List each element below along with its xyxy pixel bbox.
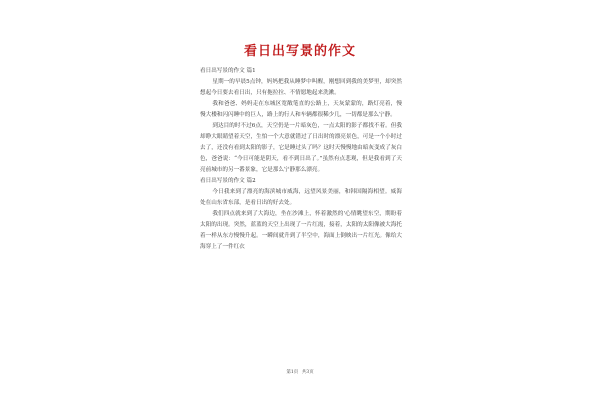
paragraph: 我和爸爸、妈妈走在东城区宽敞笔直的公路上，天灰蒙蒙的，路灯亮着，慢慢大楼和闪闪睡中的巨人，路上的行人和车辆都很稀少几，一切都是那么宁静。 bbox=[200, 101, 402, 118]
document-body bbox=[200, 66, 402, 253]
page-total: 共3页 bbox=[301, 370, 314, 375]
paragraph: 星期一的早晨5点钟，妈妈把我从睡梦中叫醒，刚想回到我的美梦里，却突然想起今日要去看日出，只有拖拉拉、不情愿地起来洗漱。 bbox=[200, 79, 402, 96]
paragraph: 我们四点就来到了大海边，坐在沙滩上，怀着激然的'心情眺望东空，期盼着太阳的出现。突然，蓝蓝的天空上出现了一片红霞，接着，太阳的太阳像被大海托着一样从东方慢慢升起。一瞬间就升到了半空中，海面上倒映出一片红光。像给大海穿上了一件红衣 bbox=[200, 211, 402, 250]
section-heading: 看日出写景的作文 篇1 bbox=[200, 68, 256, 74]
document-title: 看日出写景的作文 bbox=[243, 44, 356, 59]
page-number: 第1页 bbox=[286, 370, 299, 375]
paragraph: 到达目的时不过6点，天空仍是一片暗灰色，一点太阳的影子都找不着。但我却睁大眼睛望着天空，生怕一个大意就错过了日出时的漂亮景色，可是一个小时过去了，还没有看到太阳的影子，它是睡过头了吗？这时天慢慢地由暗灰变成了灰白色，爸爸说：“今日可能是阴天，看不到日出了。”虽然有点悲观，但是我看到了天亮前城市的另一番景象，它是那么宁静那么漂亮。 bbox=[200, 123, 402, 173]
section-heading: 看日出写景的作文 篇2 bbox=[200, 178, 256, 184]
paragraph: 今日我来到了漂亮的海滨城市威海，远望风景美丽，和韩国隔海相望。威海处在山东省东部，是看日出的好去处。 bbox=[200, 189, 402, 206]
page-footer bbox=[0, 369, 600, 375]
